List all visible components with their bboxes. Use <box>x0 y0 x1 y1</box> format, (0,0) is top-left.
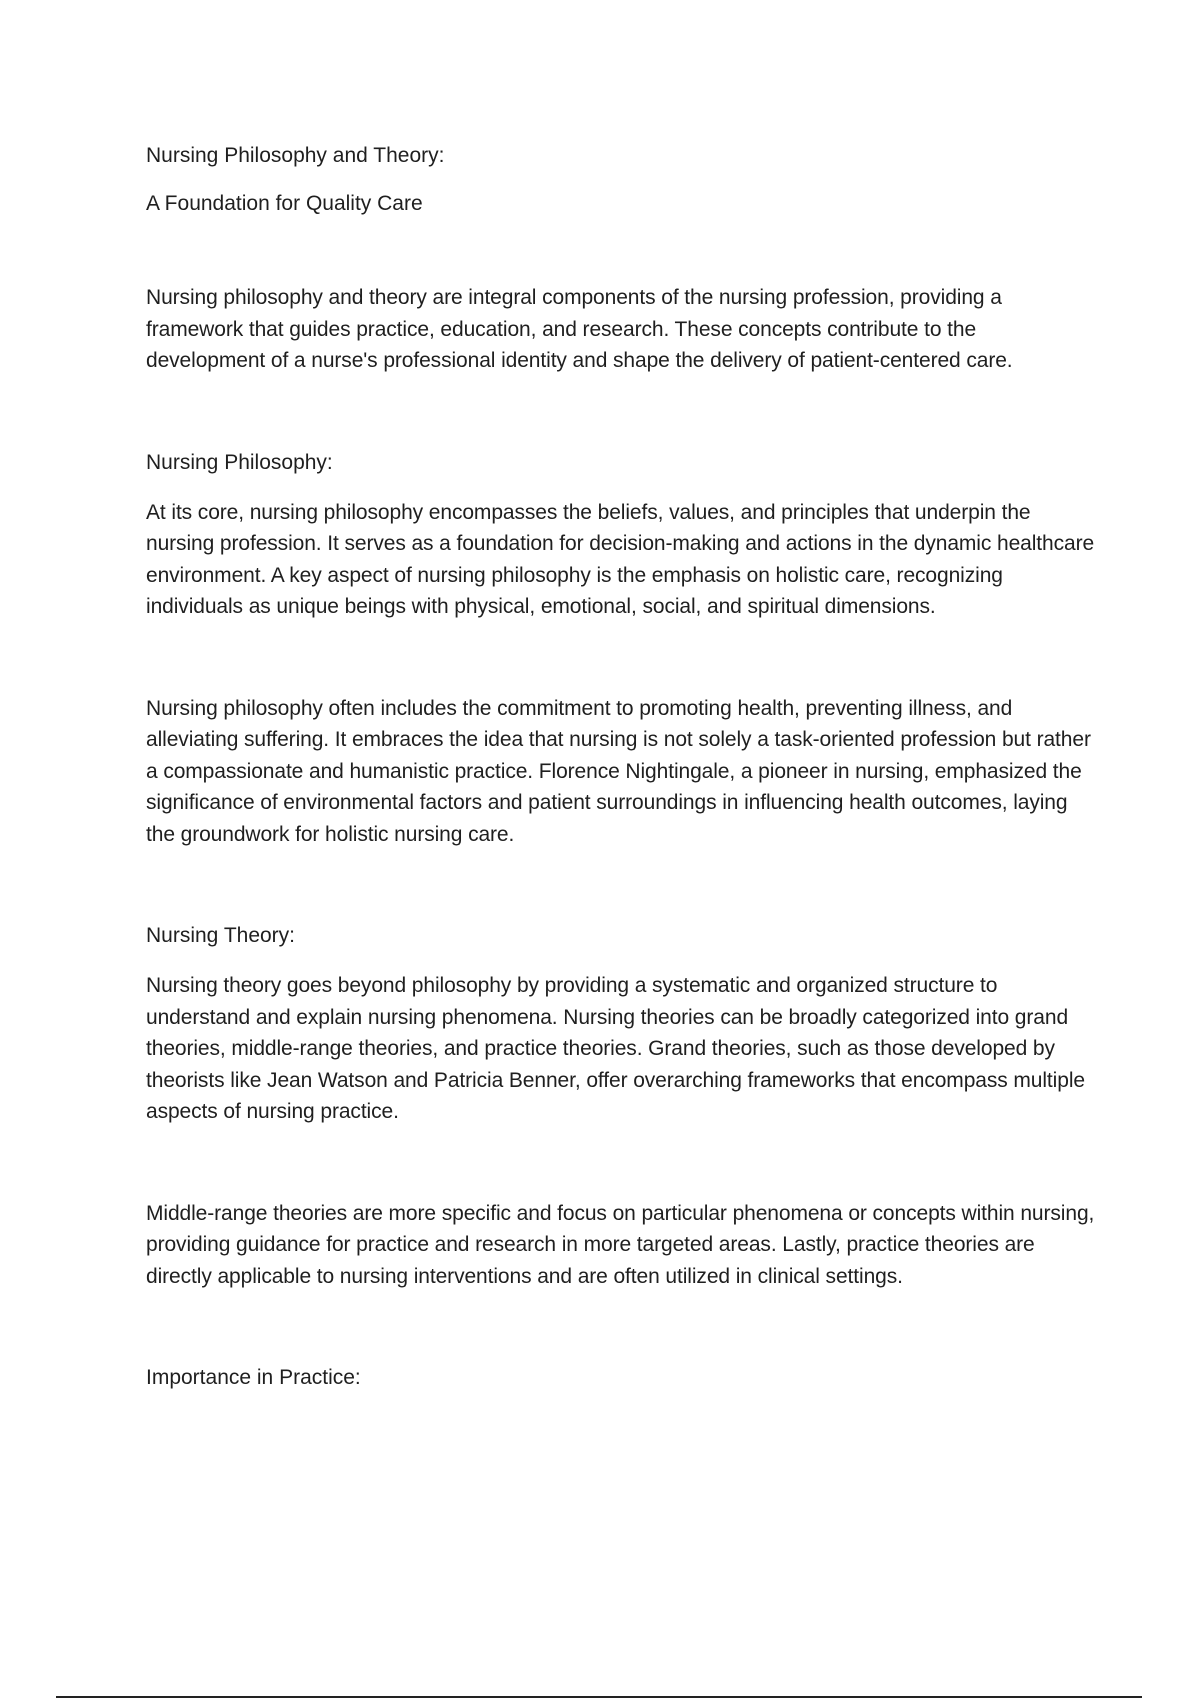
document-body <box>146 140 1096 1393</box>
intro-paragraph: Nursing philosophy and theory are integral components of the nursing profession, providing a framework that guides practice, education, and research. These concepts contribute to the development of a nurse's professional identity and shape the delivery of patient-centered care. <box>146 286 1013 372</box>
section-heading-importance: Importance in Practice: <box>146 1366 361 1389</box>
paragraph: At its core, nursing philosophy encompasses the beliefs, values, and principles that underpin the nursing profession. It serves as a foundation for decision-making and actions in the dynamic healthcare environment. A key aspect of nursing philosophy is the emphasis on holistic care, recognizing individuals as unique beings with physical, emotional, social, and spiritual dimensions. <box>146 500 1095 618</box>
page-bottom-rule <box>56 1696 1142 1698</box>
paragraph: Middle-range theories are more specific and focus on particular phenomena or concepts within nursing, providing guidance for practice and research in more targeted areas. Lastly, practice theories are directly applicable to nursing interventions and are often utilized in clinical settings. <box>146 1201 1095 1288</box>
paragraph: Nursing philosophy often includes the commitment to promoting health, preventing illness, and alleviating suffering. It embraces the idea that nursing is not solely a task-oriented profession but rather a compassionate and humanistic practice. Florence Nightingale, a pioneer in nursing, emphasized the significance of environmental factors and patient surroundings in influencing health outcomes, laying the groundwork for holistic nursing care. <box>146 696 1091 846</box>
section-heading-theory: Nursing Theory: <box>146 924 296 947</box>
paragraph: Nursing theory goes beyond philosophy by providing a systematic and organized structure to understand and explain nursing phenomena. Nursing theories can be broadly categorized into grand theories, middle-range theories, and practice theories. Grand theories, such as those developed by theorists like Jean Watson and Patricia Benner, offer overarching frameworks that encompass multiple aspects of nursing practice. <box>146 974 1085 1123</box>
document-title: Nursing Philosophy and Theory: <box>146 144 445 167</box>
document-subtitle: A Foundation for Quality Care <box>146 192 423 215</box>
section-heading-philosophy: Nursing Philosophy: <box>146 450 333 474</box>
